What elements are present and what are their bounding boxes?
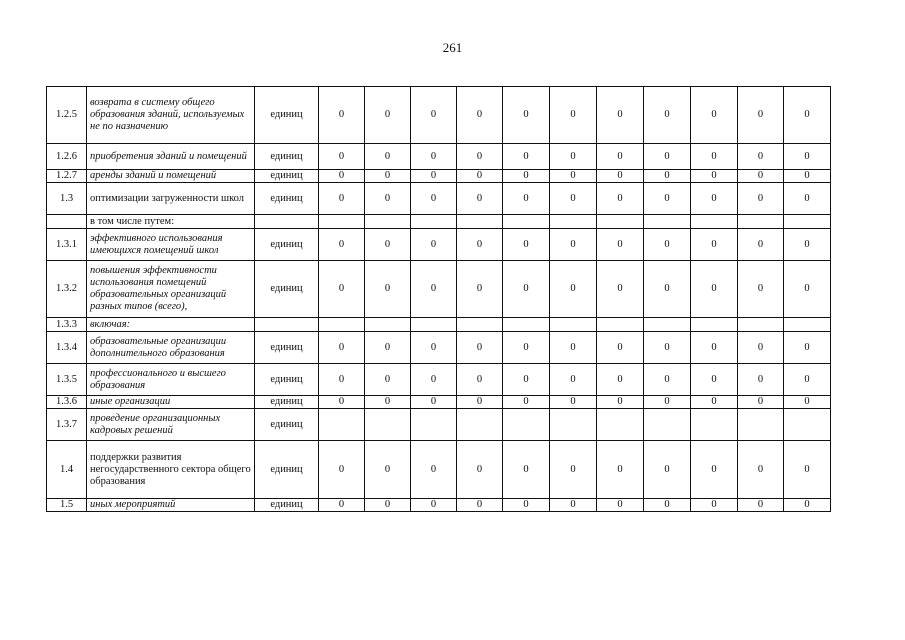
value-cell: 0 (644, 364, 691, 396)
table-row (47, 261, 831, 318)
value-cell (644, 409, 691, 441)
row-unit: единиц (255, 261, 319, 318)
value-cell: 0 (738, 499, 784, 512)
value-cell (457, 409, 503, 441)
value-cell: 0 (457, 144, 503, 170)
value-cell: 0 (365, 499, 411, 512)
value-cell: 0 (691, 396, 738, 409)
page-number: 261 (442, 40, 463, 55)
row-code: 1.4 (47, 441, 87, 499)
value-cell: 0 (411, 364, 457, 396)
value-cell (411, 215, 457, 229)
value-cell: 0 (503, 87, 550, 144)
row-name: эффективного использования имеющихся помещений школ (87, 229, 255, 261)
row-unit: единиц (255, 409, 319, 441)
value-cell: 0 (319, 229, 365, 261)
value-cell: 0 (319, 499, 365, 512)
row-code (47, 215, 87, 229)
value-cell: 0 (691, 261, 738, 318)
value-cell: 0 (365, 87, 411, 144)
value-cell: 0 (503, 332, 550, 364)
row-unit: единиц (255, 144, 319, 170)
table-row (47, 318, 831, 332)
row-code: 1.3.3 (47, 318, 87, 332)
table-row (47, 364, 831, 396)
value-cell (365, 409, 411, 441)
row-code: 1.2.7 (47, 170, 87, 183)
value-cell: 0 (457, 364, 503, 396)
value-cell: 0 (411, 170, 457, 183)
table-row (47, 215, 831, 229)
table-row (47, 183, 831, 215)
row-name: в том числе путем: (87, 215, 255, 229)
value-cell (411, 318, 457, 332)
table-row (47, 332, 831, 364)
value-cell (784, 215, 831, 229)
value-cell: 0 (784, 170, 831, 183)
value-cell: 0 (319, 87, 365, 144)
indicator-table (46, 86, 831, 512)
value-cell: 0 (738, 183, 784, 215)
table-row (47, 441, 831, 499)
row-code: 1.2.6 (47, 144, 87, 170)
value-cell (691, 318, 738, 332)
value-cell: 0 (550, 364, 597, 396)
value-cell: 0 (644, 229, 691, 261)
row-unit: единиц (255, 364, 319, 396)
row-unit: единиц (255, 441, 319, 499)
value-cell: 0 (644, 144, 691, 170)
table-body (47, 87, 831, 512)
row-name: иных мероприятий (87, 499, 255, 512)
value-cell (738, 318, 784, 332)
value-cell: 0 (319, 261, 365, 318)
row-name: возврата в систему общего образования зданий, используемых не по назначению (87, 87, 255, 144)
value-cell: 0 (365, 229, 411, 261)
row-code: 1.2.5 (47, 87, 87, 144)
table-row (47, 144, 831, 170)
value-cell: 0 (738, 229, 784, 261)
row-unit: единиц (255, 170, 319, 183)
row-code: 1.3 (47, 183, 87, 215)
value-cell: 0 (738, 332, 784, 364)
value-cell: 0 (784, 441, 831, 499)
value-cell: 0 (365, 183, 411, 215)
value-cell: 0 (691, 183, 738, 215)
value-cell (738, 409, 784, 441)
row-name: повышения эффективности использования помещений образовательных организаций разных типов (всего), (87, 261, 255, 318)
value-cell: 0 (550, 332, 597, 364)
value-cell: 0 (691, 144, 738, 170)
value-cell (597, 409, 644, 441)
value-cell: 0 (644, 332, 691, 364)
row-unit: единиц (255, 499, 319, 512)
value-cell (365, 318, 411, 332)
row-unit (255, 318, 319, 332)
value-cell (319, 318, 365, 332)
value-cell: 0 (365, 261, 411, 318)
value-cell: 0 (550, 183, 597, 215)
value-cell: 0 (457, 87, 503, 144)
value-cell: 0 (503, 183, 550, 215)
value-cell (457, 215, 503, 229)
value-cell: 0 (691, 170, 738, 183)
value-cell: 0 (411, 261, 457, 318)
value-cell (319, 409, 365, 441)
value-cell: 0 (457, 229, 503, 261)
table-row (47, 229, 831, 261)
value-cell: 0 (411, 332, 457, 364)
value-cell: 0 (365, 144, 411, 170)
row-code: 1.3.6 (47, 396, 87, 409)
row-name: иные организации (87, 396, 255, 409)
value-cell: 0 (550, 170, 597, 183)
value-cell (644, 318, 691, 332)
row-unit: единиц (255, 87, 319, 144)
row-name: включая: (87, 318, 255, 332)
value-cell (550, 215, 597, 229)
value-cell: 0 (365, 332, 411, 364)
value-cell: 0 (365, 441, 411, 499)
value-cell: 0 (411, 87, 457, 144)
value-cell: 0 (738, 170, 784, 183)
value-cell: 0 (411, 499, 457, 512)
value-cell: 0 (457, 261, 503, 318)
value-cell: 0 (411, 229, 457, 261)
table-row (47, 170, 831, 183)
table-row (47, 87, 831, 144)
row-code: 1.3.4 (47, 332, 87, 364)
value-cell: 0 (784, 87, 831, 144)
value-cell (597, 215, 644, 229)
value-cell: 0 (784, 261, 831, 318)
value-cell: 0 (691, 87, 738, 144)
row-unit: единиц (255, 332, 319, 364)
value-cell: 0 (411, 144, 457, 170)
value-cell: 0 (457, 396, 503, 409)
value-cell: 0 (597, 87, 644, 144)
value-cell: 0 (319, 144, 365, 170)
row-name: приобретения зданий и помещений (87, 144, 255, 170)
value-cell: 0 (503, 396, 550, 409)
value-cell: 0 (550, 261, 597, 318)
value-cell: 0 (597, 441, 644, 499)
value-cell: 0 (784, 183, 831, 215)
value-cell: 0 (365, 364, 411, 396)
row-name: образовательные организации дополнительного образования (87, 332, 255, 364)
value-cell: 0 (319, 170, 365, 183)
value-cell (503, 409, 550, 441)
value-cell (597, 318, 644, 332)
value-cell (365, 215, 411, 229)
value-cell: 0 (784, 332, 831, 364)
value-cell: 0 (503, 170, 550, 183)
value-cell: 0 (457, 499, 503, 512)
value-cell: 0 (691, 499, 738, 512)
value-cell (503, 318, 550, 332)
value-cell: 0 (738, 396, 784, 409)
value-cell: 0 (644, 396, 691, 409)
value-cell: 0 (503, 364, 550, 396)
row-name: аренды зданий и помещений (87, 170, 255, 183)
value-cell (644, 215, 691, 229)
value-cell: 0 (365, 396, 411, 409)
row-name: оптимизации загруженности школ (87, 183, 255, 215)
row-unit (255, 215, 319, 229)
value-cell: 0 (597, 396, 644, 409)
value-cell: 0 (597, 170, 644, 183)
value-cell: 0 (597, 332, 644, 364)
row-code: 1.3.5 (47, 364, 87, 396)
value-cell: 0 (738, 261, 784, 318)
value-cell (457, 318, 503, 332)
value-cell: 0 (457, 183, 503, 215)
value-cell: 0 (644, 499, 691, 512)
value-cell: 0 (319, 364, 365, 396)
value-cell (550, 318, 597, 332)
value-cell (784, 409, 831, 441)
value-cell: 0 (503, 229, 550, 261)
value-cell: 0 (691, 332, 738, 364)
value-cell: 0 (411, 441, 457, 499)
value-cell: 0 (319, 183, 365, 215)
value-cell: 0 (597, 261, 644, 318)
value-cell: 0 (550, 396, 597, 409)
value-cell: 0 (644, 183, 691, 215)
value-cell (691, 409, 738, 441)
table-row (47, 409, 831, 441)
value-cell: 0 (550, 144, 597, 170)
value-cell: 0 (319, 441, 365, 499)
value-cell: 0 (738, 144, 784, 170)
value-cell: 0 (365, 170, 411, 183)
value-cell (738, 215, 784, 229)
value-cell: 0 (503, 261, 550, 318)
table-row (47, 499, 831, 512)
value-cell: 0 (550, 229, 597, 261)
value-cell (411, 409, 457, 441)
value-cell: 0 (597, 499, 644, 512)
value-cell: 0 (457, 332, 503, 364)
row-code: 1.5 (47, 499, 87, 512)
value-cell: 0 (738, 87, 784, 144)
row-name: проведение организационных кадровых решений (87, 409, 255, 441)
value-cell: 0 (644, 441, 691, 499)
value-cell: 0 (597, 229, 644, 261)
value-cell: 0 (411, 183, 457, 215)
value-cell: 0 (319, 396, 365, 409)
row-code: 1.3.2 (47, 261, 87, 318)
value-cell: 0 (784, 364, 831, 396)
value-cell: 0 (691, 364, 738, 396)
value-cell: 0 (784, 396, 831, 409)
value-cell: 0 (597, 364, 644, 396)
row-unit: единиц (255, 396, 319, 409)
value-cell: 0 (644, 87, 691, 144)
value-cell: 0 (784, 229, 831, 261)
table-row (47, 396, 831, 409)
value-cell (319, 215, 365, 229)
row-name: поддержки развития негосударственного сектора общего образования (87, 441, 255, 499)
value-cell: 0 (644, 261, 691, 318)
value-cell: 0 (319, 332, 365, 364)
value-cell: 0 (550, 441, 597, 499)
value-cell: 0 (550, 87, 597, 144)
row-name: профессионального и высшего образования (87, 364, 255, 396)
value-cell: 0 (411, 396, 457, 409)
value-cell: 0 (738, 441, 784, 499)
value-cell (503, 215, 550, 229)
value-cell: 0 (597, 183, 644, 215)
value-cell (784, 318, 831, 332)
value-cell: 0 (503, 499, 550, 512)
value-cell: 0 (457, 170, 503, 183)
row-code: 1.3.1 (47, 229, 87, 261)
value-cell (550, 409, 597, 441)
value-cell: 0 (738, 364, 784, 396)
value-cell: 0 (457, 441, 503, 499)
value-cell: 0 (784, 499, 831, 512)
value-cell: 0 (644, 170, 691, 183)
value-cell: 0 (503, 144, 550, 170)
value-cell (691, 215, 738, 229)
value-cell: 0 (784, 144, 831, 170)
value-cell: 0 (550, 499, 597, 512)
row-unit: единиц (255, 183, 319, 215)
value-cell: 0 (691, 441, 738, 499)
row-unit: единиц (255, 229, 319, 261)
row-code: 1.3.7 (47, 409, 87, 441)
value-cell: 0 (691, 229, 738, 261)
value-cell: 0 (503, 441, 550, 499)
value-cell: 0 (597, 144, 644, 170)
